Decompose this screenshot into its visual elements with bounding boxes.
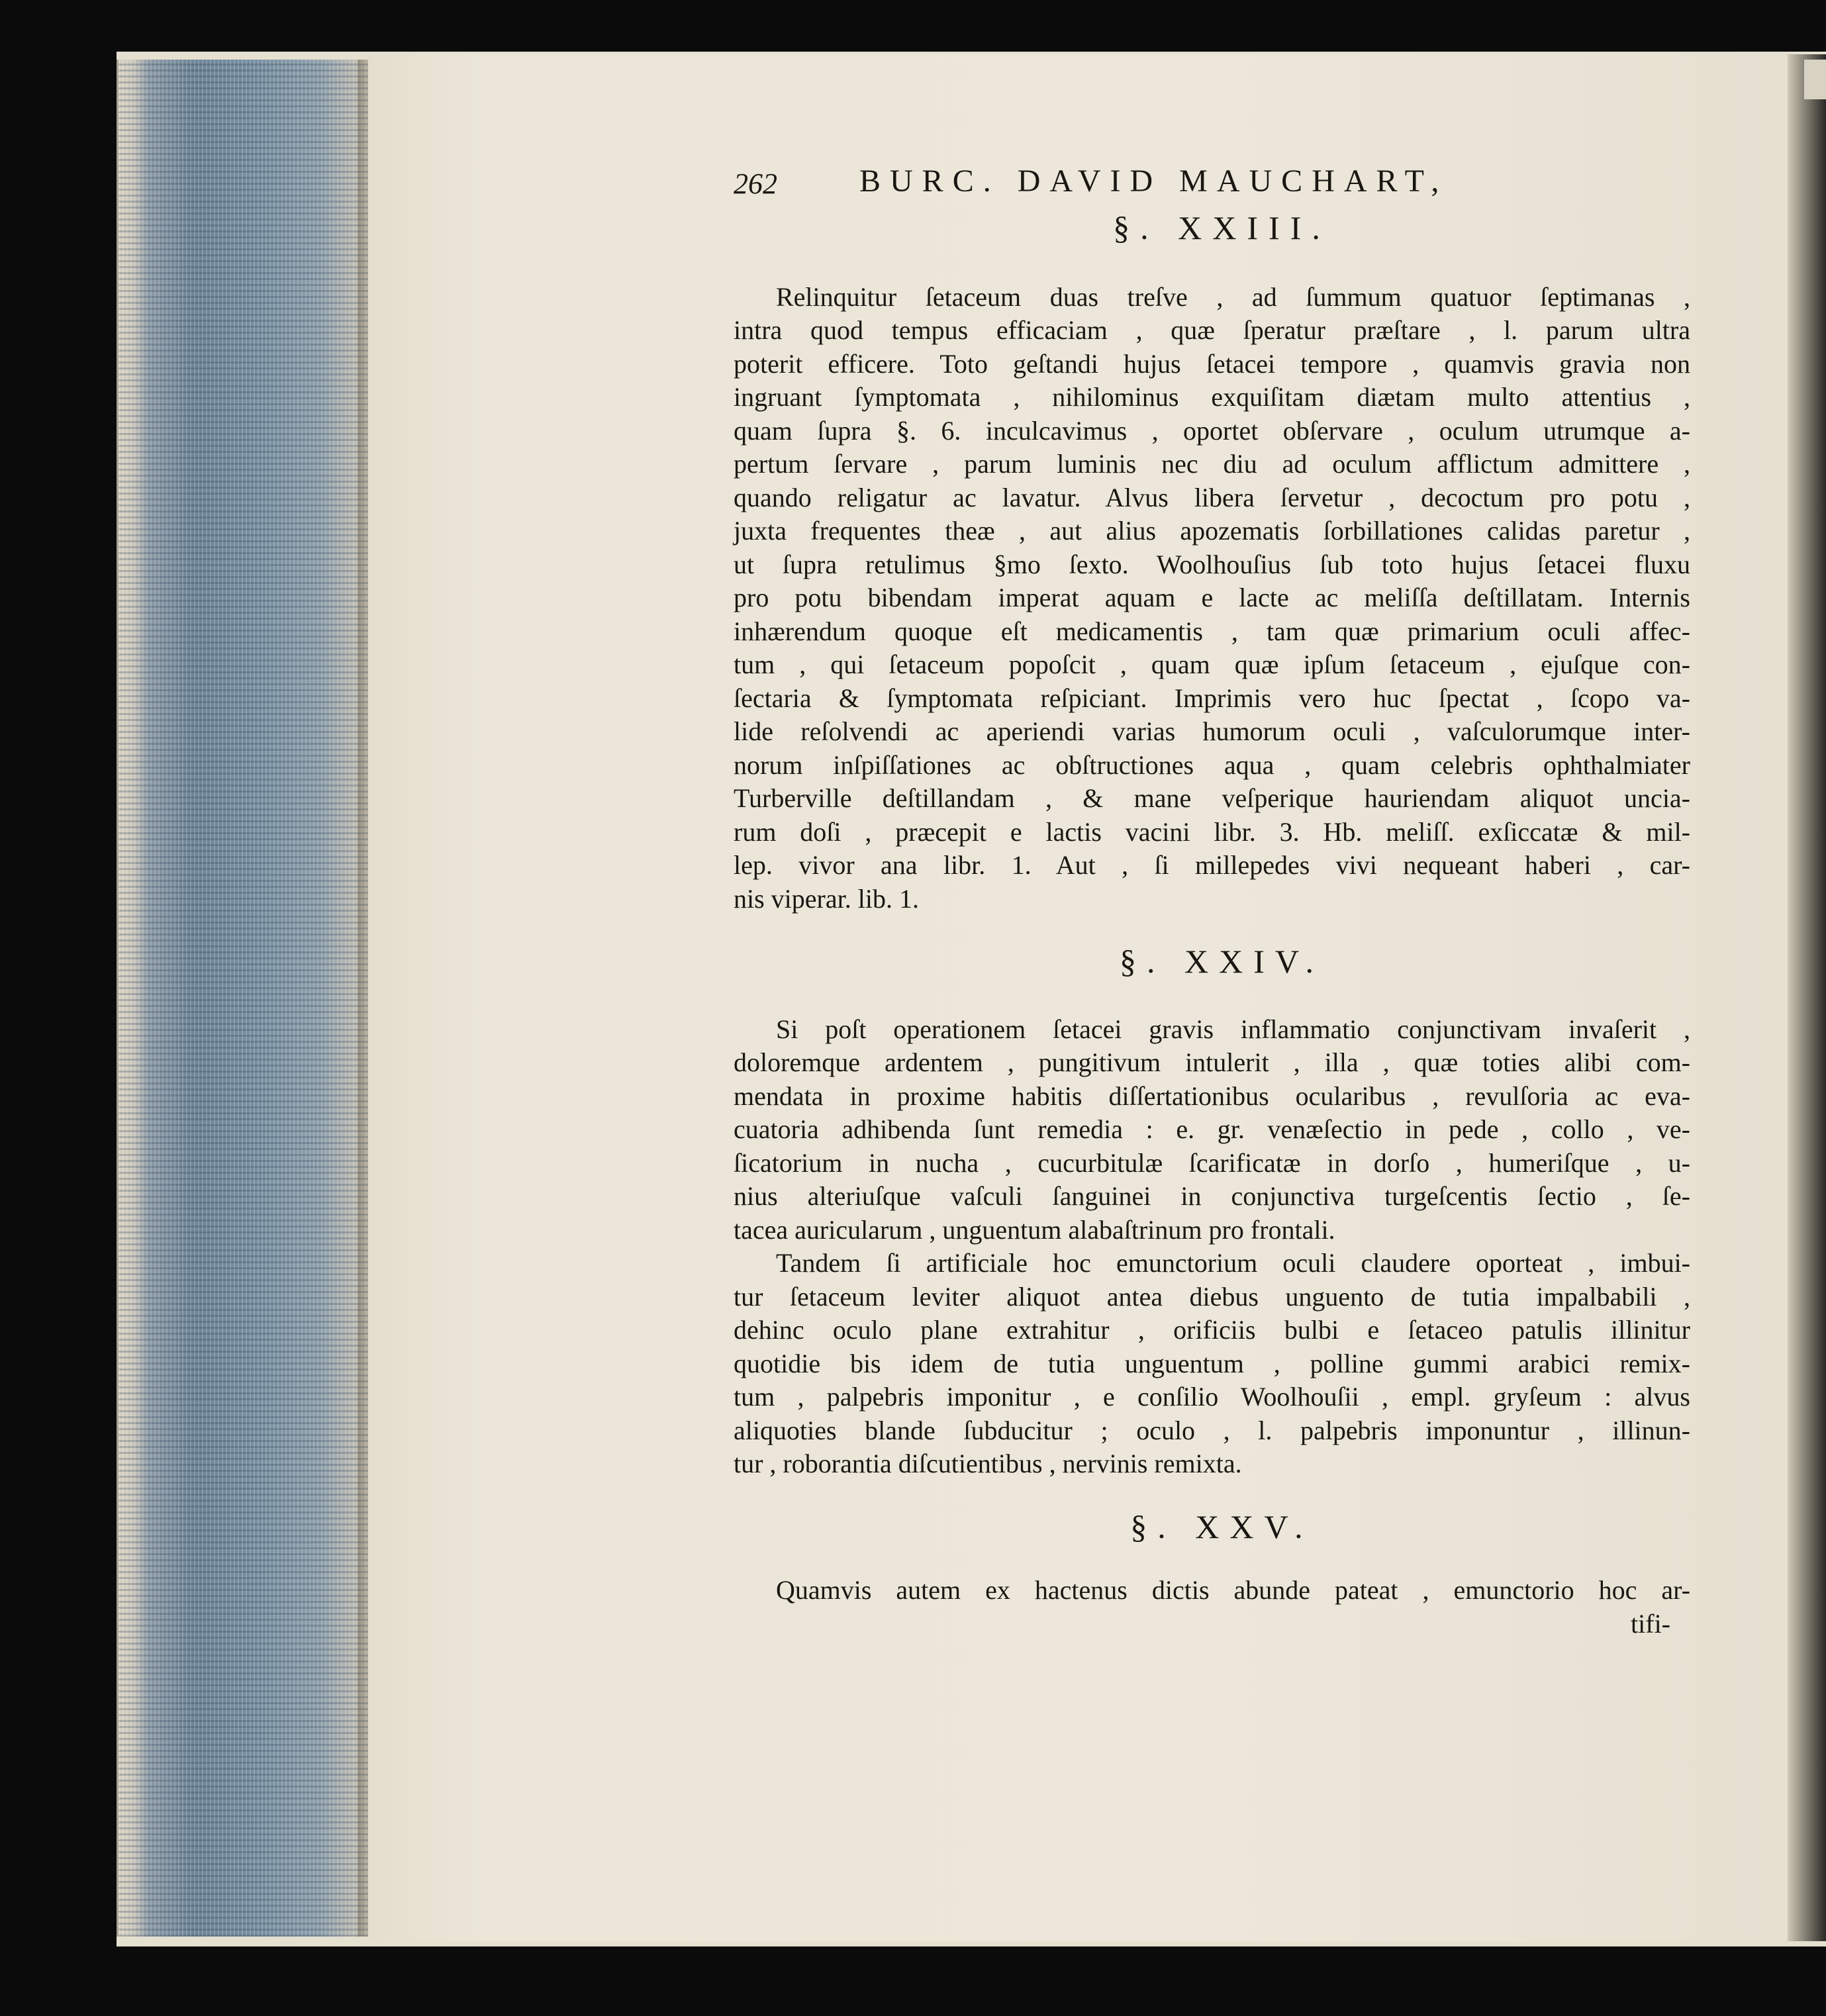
page-fore-edge xyxy=(117,60,370,1937)
text-line: tur ſetaceum leviter aliquot antea diebus unguento de tutia impalbabili , xyxy=(734,1281,1690,1312)
text-line: lep. vivor ana libr. 1. Aut , ſi millepedes vivi nequeant haberi , car- xyxy=(734,850,1690,880)
text-line: tum , qui ſetaceum popoſcit , quam quæ ipſum ſetaceum , ejuſque con- xyxy=(734,649,1690,679)
text-line: tacea auricularum , unguentum alabaſtrinum pro frontali. xyxy=(734,1214,1335,1245)
text-line: nis viperar. lib. 1. xyxy=(734,883,919,914)
page-number: 262 xyxy=(734,168,777,200)
text-line: tur , roborantia diſcutientibus , nervinis remixta. xyxy=(734,1449,1242,1478)
page-text xyxy=(734,156,1690,1641)
text-line: Quamvis autem ex hactenus dictis abunde pateat , emunctorio hoc ar- xyxy=(776,1575,1690,1605)
text-line: ingruant ſymptomata , nihilominus exquiſitam diætam multo attentius , xyxy=(734,382,1690,412)
text-line: Si poſt operationem ſetacei gravis inflammatio conjunctivam invaſerit , xyxy=(776,1014,1690,1044)
text-line: norum inſpiſſationes ac obſtructiones aqua , quam celebris ophthalmiater xyxy=(734,749,1690,780)
text-line: ut ſupra retulimus §mo ſexto. Woolhouſius ſub toto hujus ſetacei fluxu xyxy=(734,549,1690,579)
catchword: tifi- xyxy=(1631,1608,1670,1639)
text-line: rum doſi , præcepit e lactis vacini libr. 3. Hb. meliſſ. exſiccatæ & mil- xyxy=(734,816,1690,847)
section-heading-24: §. XXIV. xyxy=(1119,943,1325,980)
text-line: lide reſolvendi ac aperiendi varias humorum oculi , vaſculorumque inter- xyxy=(734,716,1690,746)
section-heading-23: §. XXIII. xyxy=(1113,209,1331,246)
text-line: intra quod tempus efficaciam , quæ ſperatur præſtare , l. parum ultra xyxy=(734,315,1690,345)
text-line: mendata in proxime habitis diſſertationibus ocularibus , revulſoria ac eva- xyxy=(734,1080,1690,1111)
binding-gutter xyxy=(1788,54,1826,1941)
text-line: ſicatorium in nucha , cucurbitulæ ſcarificatæ in dorſo , humeriſque , u- xyxy=(734,1147,1690,1178)
text-line: dehinc oculo plane extrahitur , orificiis bulbi e ſetaceo patulis illinitur xyxy=(734,1315,1690,1345)
text-line: ſectaria & ſymptomata reſpiciant. Imprimis vero huc ſpectat , ſcopo va- xyxy=(734,683,1690,713)
paragraph-24a xyxy=(734,1013,1690,1247)
text-line: poterit efficere. Toto geſtandi hujus ſetacei tempore , quamvis gravia non xyxy=(734,348,1690,379)
text-line: quotidie bis idem de tutia unguentum , polline gummi arabici remix- xyxy=(734,1348,1690,1378)
running-head xyxy=(734,156,1690,202)
text-line: nius alteriuſque vaſculi ſanguinei in conjunctiva turgeſcentis ſectio , ſe- xyxy=(734,1181,1690,1211)
text-line: quam ſupra §. 6. inculcavimus , oportet obſervare , oculum utrumque a- xyxy=(734,415,1690,446)
text-line: juxta frequentes theæ , aut alius apozematis ſorbillationes calidas paretur , xyxy=(734,516,1690,546)
text-line: quando religatur ac lavatur. Alvus libera ſervetur , decoctum pro potu , xyxy=(734,482,1690,512)
running-title: BURC. DAVID MAUCHART, xyxy=(859,164,1449,199)
section-heading-25: §. XXV. xyxy=(1130,1508,1314,1545)
text-line: Relinquitur ſetaceum duas treſve , ad ſummum quatuor ſeptimanas , xyxy=(776,281,1690,312)
text-line: Tandem ſi artificiale hoc emunctorium oculi claudere oporteat , imbui- xyxy=(776,1248,1690,1278)
paragraph-24b xyxy=(734,1247,1690,1481)
text-line: inhærendum quoque eſt medicamentis , tam quæ primarium oculi affec- xyxy=(734,616,1690,646)
text-line: pertum ſervare , parum luminis nec diu ad oculum afflictum admittere , xyxy=(734,449,1690,479)
text-line: aliquoties blande ſubducitur ; oculo , l. palpebris imponuntur , illinun- xyxy=(734,1415,1690,1445)
text-line: cuatoria adhibenda ſunt remedia : e. gr. venæſectio in pede , collo , ve- xyxy=(734,1114,1690,1144)
text-line: pro potu bibendam imperat aquam e lacte ac meliſſa deſtillatam. Internis xyxy=(734,583,1690,612)
page-corner xyxy=(1804,60,1826,99)
text-line: doloremque ardentem , pungitivum intulerit , illa , quæ toties alibi com- xyxy=(734,1047,1690,1077)
paragraph-25 xyxy=(734,1574,1690,1608)
paragraph-23 xyxy=(734,281,1690,916)
text-line: Turberville deſtillandam , & mane veſperique hauriendam aliquot uncia- xyxy=(734,783,1690,813)
text-line: tum , palpebris imponitur , e conſilio Woolhouſii , empl. gryſeum : alvus xyxy=(734,1382,1690,1412)
